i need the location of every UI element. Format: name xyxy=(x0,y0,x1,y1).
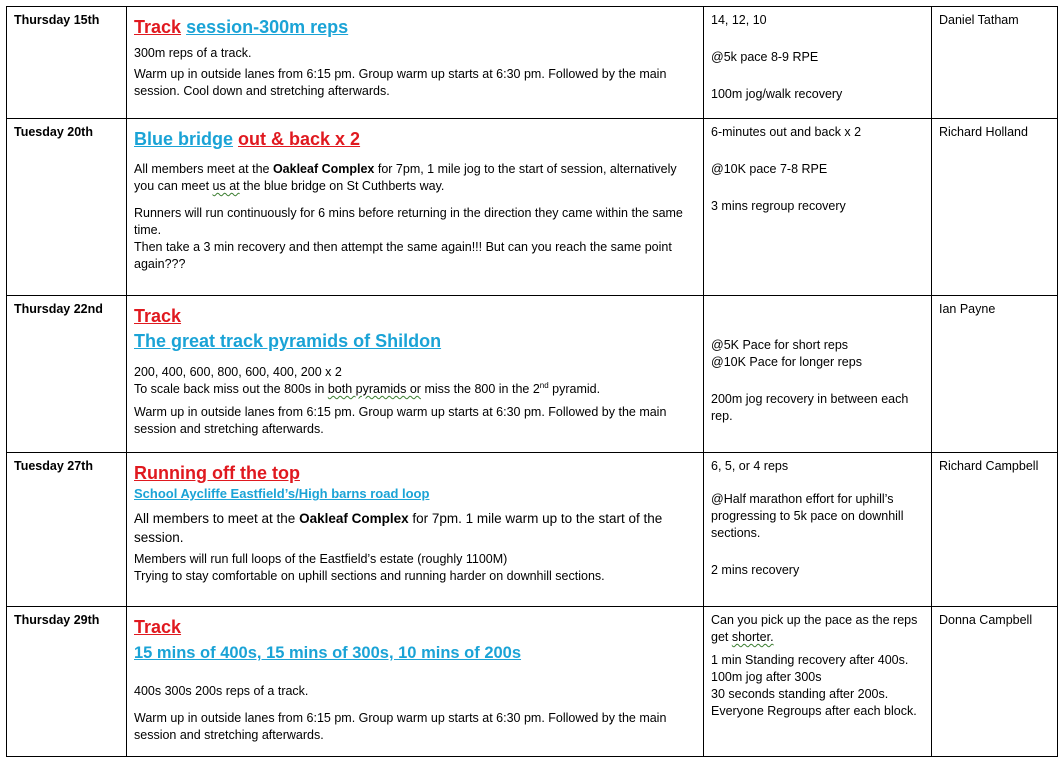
detail-line: 100m jog/walk recovery xyxy=(711,87,843,101)
session-para: Warm up in outside lanes from 6:15 pm. Group warm up starts at 6:30 pm. Followed by the main session and stretching afterwards. xyxy=(134,405,667,436)
detail-line: 6-minutes out and back x 2 xyxy=(711,125,862,139)
session-para: Runners will run continuously for 6 mins before returning in the direction they came within the same time. xyxy=(134,206,683,237)
detail-line: @10K pace 7-8 RPE xyxy=(711,162,828,176)
session-leader: Richard Campbell xyxy=(932,453,1058,607)
session-para: All members meet at the Oakleaf Complex for 7pm, 1 mile jog to the start of session, alternatively you can meet us at the blue bridge on St Cuthberts way. xyxy=(134,162,677,193)
session-title-red: out & back x 2 xyxy=(238,129,361,149)
detail-line: 14, 12, 10 xyxy=(711,13,767,27)
location-name: Oakleaf Complex xyxy=(272,162,375,176)
session-para: Warm up in outside lanes from 6:15 pm. Group warm up starts at 6:30 pm. Followed by the main session and stretching afterwards. xyxy=(134,711,667,742)
session-title xyxy=(134,127,697,151)
session-date: Tuesday 20th xyxy=(7,119,127,296)
session-date: Thursday 15th xyxy=(7,7,127,119)
session-description xyxy=(127,7,704,119)
session-schedule-table xyxy=(6,6,1058,757)
detail-line: 2 mins recovery xyxy=(711,563,800,577)
session-leader: Richard Holland xyxy=(932,119,1058,296)
session-date: Thursday 22nd xyxy=(7,296,127,453)
session-para: Warm up in outside lanes from 6:15 pm. Group warm up starts at 6:30 pm. Followed by the main session. Cool down and stretching afterwards. xyxy=(134,67,667,98)
session-date: Thursday 29th xyxy=(7,607,127,757)
session-description xyxy=(127,453,704,607)
session-leader: Donna Campbell xyxy=(932,607,1058,757)
detail-line: 100m jog after 300s xyxy=(711,670,822,684)
table-row xyxy=(7,607,1058,757)
session-title-blue: Blue bridge xyxy=(134,129,234,149)
detail-line: Can you pick up the pace as the reps get shorter. xyxy=(711,613,918,644)
session-title-red: Track xyxy=(134,306,182,326)
session-details xyxy=(704,119,932,296)
session-title xyxy=(134,15,697,39)
session-para: All members to meet at the Oakleaf Complex for 7pm. 1 mile warm up to the start of the session. xyxy=(134,511,663,545)
session-details xyxy=(704,607,932,757)
session-description xyxy=(127,607,704,757)
session-para: Trying to stay comfortable on uphill sections and running harder on downhill sections. xyxy=(134,569,605,583)
session-leader: Daniel Tatham xyxy=(932,7,1058,119)
session-title-blue: 15 mins of 400s, 15 mins of 300s, 10 mins of 200s xyxy=(134,644,522,662)
detail-line: 6, 5, or 4 reps xyxy=(711,459,789,473)
table-row xyxy=(7,119,1058,296)
session-para: Members will run full loops of the Eastfield’s estate (roughly 1100M) xyxy=(134,552,508,566)
location-name: Oakleaf Complex xyxy=(299,511,409,526)
session-title-blue: session-300m reps xyxy=(186,17,349,37)
detail-line: 3 mins regroup recovery xyxy=(711,199,846,213)
detail-line: 1 min Standing recovery after 400s. xyxy=(711,653,909,667)
session-details xyxy=(704,296,932,453)
session-para: Then take a 3 min recovery and then attempt the same again!!! But can you reach the same point again??? xyxy=(134,240,672,271)
session-title-red: Track xyxy=(134,617,182,637)
detail-line: @10K Pace for longer reps xyxy=(711,355,862,369)
detail-line: @5k pace 8-9 RPE xyxy=(711,50,819,64)
session-description xyxy=(127,296,704,453)
session-title-blue: The great track pyramids of Shildon xyxy=(134,331,442,351)
detail-line: @5K Pace for short reps xyxy=(711,338,849,352)
detail-line: 200m jog recovery in between each rep. xyxy=(711,392,909,423)
session-details xyxy=(704,7,932,119)
session-subtitle: School Aycliffe Eastfield’s/High barns road loop xyxy=(134,486,430,501)
session-leader: Ian Payne xyxy=(932,296,1058,453)
table-row xyxy=(7,7,1058,119)
session-para: 300m reps of a track. xyxy=(134,46,252,60)
session-para: 200, 400, 600, 800, 600, 400, 200 x 2 xyxy=(134,365,342,379)
table-row xyxy=(7,453,1058,607)
session-title-red: Track xyxy=(134,17,182,37)
session-para: To scale back miss out the 800s in both pyramids or miss the 800 in the 2nd pyramid. xyxy=(134,380,601,396)
session-title: Running off the top xyxy=(134,463,300,483)
detail-line: @Half marathon effort for uphill’s progressing to 5k pace on downhill sections. xyxy=(711,492,904,540)
detail-line: Everyone Regroups after each block. xyxy=(711,704,917,718)
session-date: Tuesday 27th xyxy=(7,453,127,607)
session-details xyxy=(704,453,932,607)
session-description xyxy=(127,119,704,296)
table-row xyxy=(7,296,1058,453)
detail-line: 30 seconds standing after 200s. xyxy=(711,687,889,701)
session-para: 400s 300s 200s reps of a track. xyxy=(134,684,309,698)
